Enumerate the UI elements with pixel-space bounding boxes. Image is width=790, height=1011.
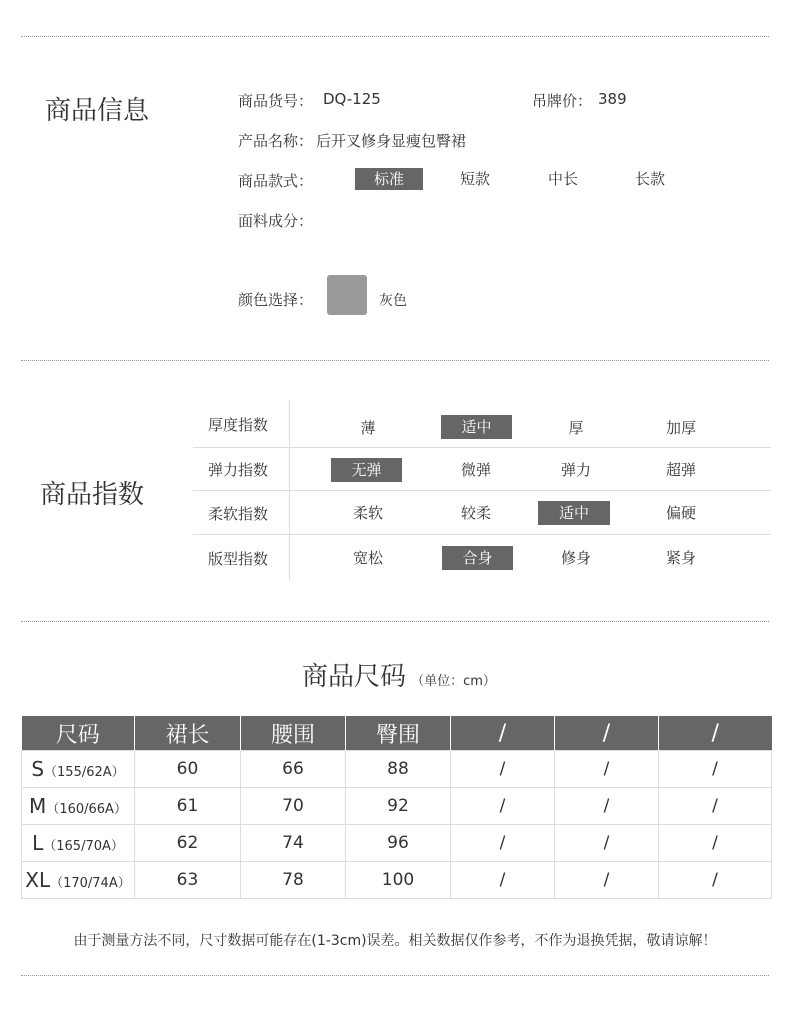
size-dims: （170/74A） xyxy=(50,876,131,891)
style-option-long[interactable]: 长款 xyxy=(634,170,665,188)
table-cell: / xyxy=(659,825,772,862)
index-row-divider xyxy=(193,447,771,448)
table-cell: 96 xyxy=(346,825,451,862)
size-code: L xyxy=(32,831,44,855)
index-option: 紧身 xyxy=(665,549,696,567)
product-name-label: 产品名称： xyxy=(238,132,314,150)
index-option: 偏硬 xyxy=(665,504,696,522)
table-row xyxy=(22,788,772,825)
divider-info-bottom xyxy=(21,360,769,361)
header-hip: 臀围 xyxy=(346,716,451,751)
table-cell: 70 xyxy=(241,788,346,825)
table-cell: / xyxy=(555,825,659,862)
table-cell: 62 xyxy=(135,825,241,862)
item-no-label: 商品货号： xyxy=(238,92,314,110)
index-option: 超弹 xyxy=(665,461,696,479)
size-cell xyxy=(22,825,135,862)
table-cell: / xyxy=(451,862,555,899)
table-cell: 100 xyxy=(346,862,451,899)
size-cell xyxy=(22,862,135,899)
size-code: XL xyxy=(25,868,51,892)
index-row-label-thickness: 厚度指数 xyxy=(208,416,269,434)
table-row xyxy=(22,825,772,862)
divider-bottom xyxy=(21,975,769,976)
header-skirt-length: 裙长 xyxy=(135,716,241,751)
color-label: 颜色选择： xyxy=(238,291,314,309)
product-index-title: 商品指数 xyxy=(40,480,145,510)
index-row-label-softness: 柔软指数 xyxy=(208,505,269,523)
table-cell: 66 xyxy=(241,751,346,788)
product-info-title: 商品信息 xyxy=(45,96,150,126)
size-table xyxy=(21,716,772,899)
size-dims: （165/70A） xyxy=(43,839,124,854)
size-table-header xyxy=(22,716,772,751)
table-cell: 88 xyxy=(346,751,451,788)
table-cell: / xyxy=(451,788,555,825)
header-empty: / xyxy=(659,716,772,751)
size-chart-unit: （单位：cm） xyxy=(411,674,496,689)
table-cell: 63 xyxy=(135,862,241,899)
header-size: 尺码 xyxy=(22,716,135,751)
color-name: 灰色 xyxy=(379,293,407,309)
color-swatch-gray[interactable] xyxy=(327,275,367,315)
index-row-label-fit: 版型指数 xyxy=(208,550,269,568)
style-label: 商品款式： xyxy=(238,172,314,190)
table-cell: / xyxy=(555,862,659,899)
index-option: 弹力 xyxy=(560,461,591,479)
table-cell: / xyxy=(451,751,555,788)
size-note: 由于测量方法不同，尺寸数据可能存在(1-3cm)误差。相关数据仅作参考，不作为退换凭据，敬请谅解！ xyxy=(73,933,717,949)
index-option: 较柔 xyxy=(460,504,491,522)
table-cell: / xyxy=(659,751,772,788)
size-code: M xyxy=(29,794,47,818)
table-cell: 92 xyxy=(346,788,451,825)
table-row xyxy=(22,862,772,899)
header-empty: / xyxy=(451,716,555,751)
index-option: 微弹 xyxy=(460,461,491,479)
table-cell: / xyxy=(659,862,772,899)
index-option-selected: 合身 xyxy=(442,546,513,570)
header-waist: 腰围 xyxy=(241,716,346,751)
index-option-selected: 适中 xyxy=(538,501,610,525)
table-cell: 78 xyxy=(241,862,346,899)
size-cell xyxy=(22,788,135,825)
index-row-divider xyxy=(193,534,771,535)
index-option: 宽松 xyxy=(352,549,383,567)
price-value: 389 xyxy=(598,90,627,108)
index-option: 加厚 xyxy=(665,419,696,437)
product-name-value: 后开叉修身显瘦包臀裙 xyxy=(316,132,467,150)
header-empty: / xyxy=(555,716,659,751)
table-cell: / xyxy=(659,788,772,825)
size-chart-title: 商品尺码 xyxy=(302,662,407,692)
price-label: 吊牌价： xyxy=(532,92,593,110)
index-row-divider xyxy=(193,490,771,491)
size-code: S xyxy=(31,757,45,781)
table-cell: 61 xyxy=(135,788,241,825)
style-option-short[interactable]: 短款 xyxy=(459,170,490,188)
table-cell: 74 xyxy=(241,825,346,862)
size-dims: （155/62A） xyxy=(44,765,125,780)
size-cell xyxy=(22,751,135,788)
index-option: 修身 xyxy=(560,549,591,567)
table-cell: / xyxy=(451,825,555,862)
fabric-label: 面料成分： xyxy=(238,212,314,230)
divider-top xyxy=(21,36,769,37)
item-no-value: DQ-125 xyxy=(323,90,381,108)
index-option: 柔软 xyxy=(352,504,383,522)
style-option-midi[interactable]: 中长 xyxy=(547,170,578,188)
index-option-selected: 无弹 xyxy=(331,458,402,482)
divider-index-bottom xyxy=(21,621,769,622)
index-row-label-elasticity: 弹力指数 xyxy=(208,461,269,479)
table-cell: / xyxy=(555,751,659,788)
index-option-selected: 适中 xyxy=(441,415,512,439)
table-cell: 60 xyxy=(135,751,241,788)
table-row xyxy=(22,751,772,788)
table-cell: / xyxy=(555,788,659,825)
style-option-standard[interactable]: 标准 xyxy=(355,168,423,190)
index-option: 厚 xyxy=(568,419,584,437)
size-dims: （160/66A） xyxy=(46,802,127,817)
size-chart-heading xyxy=(302,656,496,693)
index-option: 薄 xyxy=(360,419,376,437)
